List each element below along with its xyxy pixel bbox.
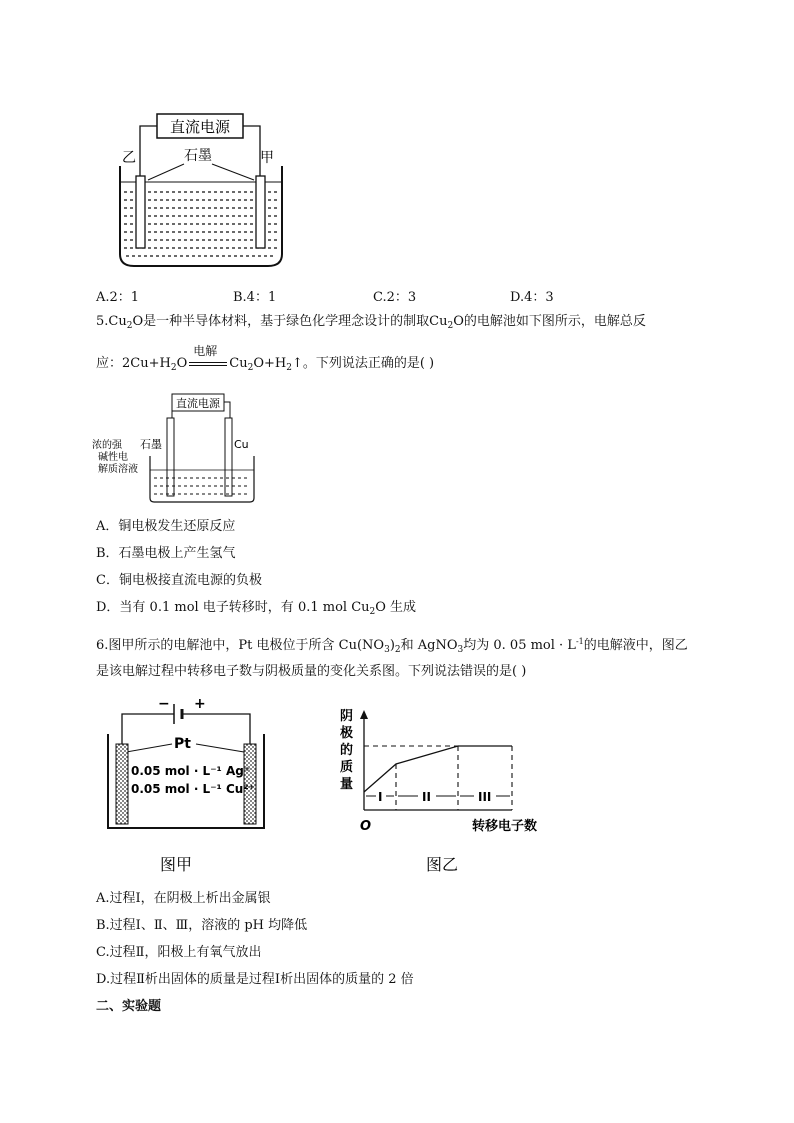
q5-electrolysis-figure bbox=[92, 390, 272, 506]
q6-fig-b-mass-curve bbox=[364, 746, 512, 792]
q5-fig-solution-label-3: 解质溶液 bbox=[98, 464, 138, 475]
q6-fig-a-conc-ag: 0.05 mol · L⁻¹ Ag⁺ bbox=[131, 764, 251, 778]
q6-fig-b-origin: O bbox=[360, 819, 372, 834]
top-right-electrode-label: 甲 bbox=[260, 150, 274, 166]
q6-fig-b-stage-2: II bbox=[422, 790, 431, 804]
q5-fig-cu-label: Cu bbox=[234, 438, 249, 451]
top-graphite-label: 石墨 bbox=[184, 148, 212, 164]
q6-fig-a-plus: + bbox=[194, 696, 206, 712]
q5-fig-power-label: 直流电源 bbox=[176, 397, 220, 410]
q5-fig-solution-label-1: 浓的强 bbox=[92, 440, 122, 451]
q4-option-b: B.4：1 bbox=[233, 290, 277, 305]
q4-option-c: C.2：3 bbox=[373, 290, 417, 305]
q6-fig-a-conc-cu: 0.05 mol · L⁻¹ Cu²⁺ bbox=[131, 782, 255, 796]
q6-fig-a-left-electrode bbox=[116, 744, 128, 824]
q6-fig-b-ylabel-3: 的 bbox=[340, 743, 354, 758]
q5-option-d: D．当有 0.1 mol 电子转移时，有 0.1 mol $Cu_2O$ 生成 bbox=[96, 600, 417, 617]
q5-fig-solution-label-2: 碱性电 bbox=[98, 452, 128, 463]
top-left-electrode-label: 乙 bbox=[122, 150, 136, 166]
q6-fig-b-caption: 图乙 bbox=[426, 855, 459, 874]
q6-figure-b bbox=[336, 706, 566, 876]
q5-number: 5. bbox=[96, 314, 109, 329]
q6-option-c: C.过程Ⅱ，阳极上有氧气放出 bbox=[96, 945, 262, 960]
q5-graphite-electrode bbox=[167, 418, 174, 496]
top-power-label: 直流电源 bbox=[169, 118, 231, 136]
q5-fig-graphite-label: 石墨 bbox=[140, 438, 162, 451]
q4-option-d: D.4：3 bbox=[510, 290, 554, 305]
q5-option-a: A．铜电极发生还原反应 bbox=[96, 519, 236, 534]
q5-equation-condition: 电解 bbox=[193, 344, 218, 358]
section-heading: 二、实验题 bbox=[96, 999, 162, 1014]
q6-fig-a-pt-label: Pt bbox=[174, 736, 191, 752]
q6-fig-a-minus: − bbox=[158, 696, 170, 712]
q6-fig-b-ylabel-5: 量 bbox=[340, 777, 354, 792]
q6-fig-b-stage-3: III bbox=[478, 790, 492, 804]
q6-fig-a-caption: 图甲 bbox=[160, 855, 193, 874]
q6-option-d: D.过程Ⅱ析出固体的质量是过程Ⅰ析出固体的质量的 2 倍 bbox=[96, 972, 414, 987]
q6-stem-line2: 是该电解过程中转移电子数与阴极质量的变化关系图。下列说法错误的是( ) bbox=[96, 664, 527, 679]
q5-option-b: B．石墨电极上产生氢气 bbox=[96, 546, 236, 561]
q6-figure-a bbox=[100, 694, 270, 874]
q6-option-b: B.过程Ⅰ、Ⅱ、Ⅲ，溶液的 pH 均降低 bbox=[96, 918, 308, 933]
q6-stem-line1: 6.图甲所示的电解池中，Pt 电极位于所含 $Cu(NO_3)_2$和 AgNO$_3$均为 0. 05 mol · $L^{-1}$的电解液中，图乙 bbox=[96, 637, 688, 655]
q6-fig-b-ylabel-4: 质 bbox=[340, 760, 354, 775]
q5-cu-electrode bbox=[225, 418, 232, 496]
q6-fig-b-ylabel-1: 阴 bbox=[340, 709, 354, 724]
q6-option-a: A.过程Ⅰ，在阴极上析出金属银 bbox=[96, 891, 271, 906]
q6-fig-b-ylabel-2: 极 bbox=[340, 726, 354, 741]
top-right-electrode bbox=[256, 176, 265, 248]
q6-fig-b-stage-1: I bbox=[378, 790, 383, 804]
q5-equation-arrow bbox=[187, 344, 229, 373]
q4-option-a: A.2：1 bbox=[96, 290, 140, 305]
q5-stem-line1: $5.Cu_2O$是一种半导体材料，基于绿色化学理念设计的制取$Cu_2O$的电解池如下图所示，电解总反 bbox=[96, 314, 646, 331]
top-left-electrode bbox=[136, 176, 145, 248]
q4-options bbox=[96, 286, 696, 304]
q5-equation-line: 应：$2Cu+H_2O$ 电解 $Cu_2O+H_2↑$。下列说法正确的是( ) bbox=[96, 344, 435, 373]
q5-option-c: C．铜电极接直流电源的负极 bbox=[96, 573, 262, 588]
q6-fig-b-xlabel: 转移电子数 bbox=[472, 819, 538, 834]
top-electrolysis-figure bbox=[110, 108, 300, 274]
